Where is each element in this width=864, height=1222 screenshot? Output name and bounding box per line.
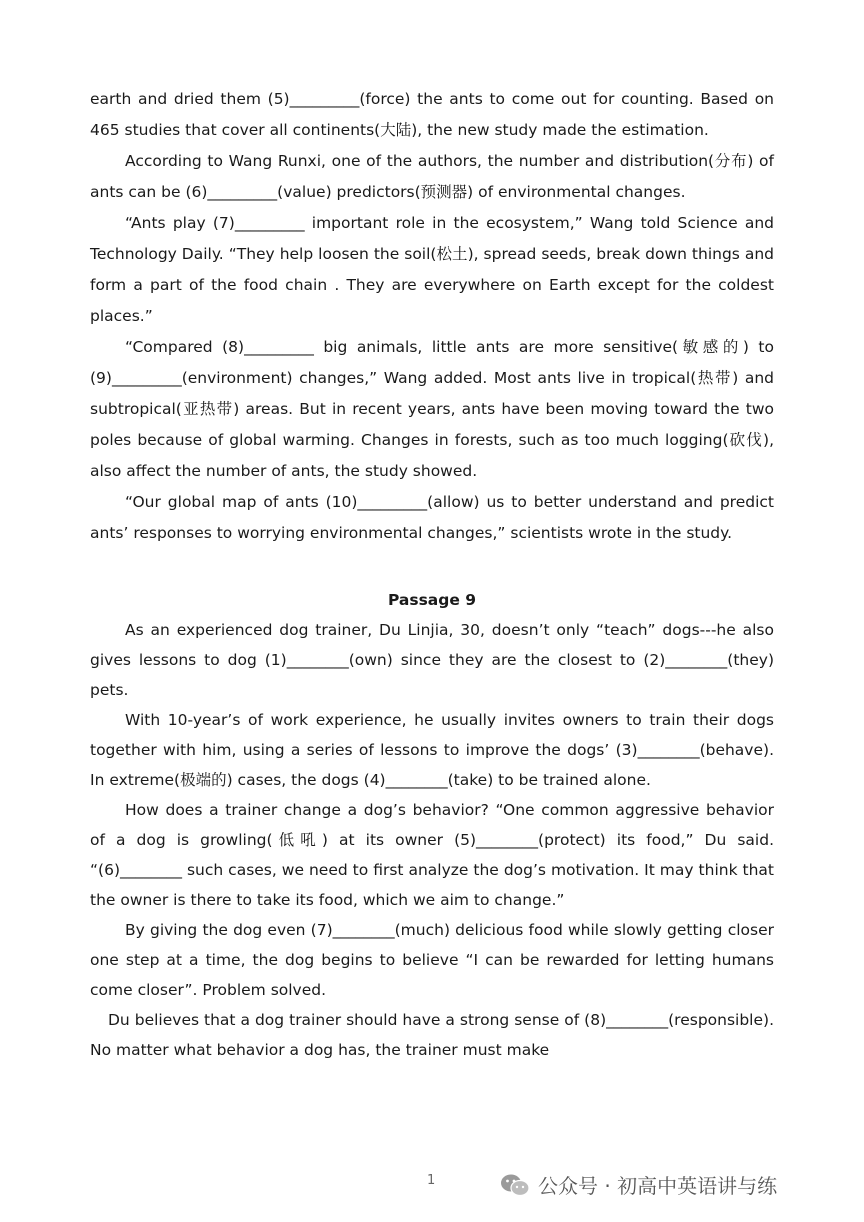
document-page (90, 84, 774, 1065)
passage-title: Passage 9 (387, 591, 477, 609)
paragraph-wang-runxi: According to Wang Runxi, one of the authors, the number and distribution(分布) of ants can be (6)_________(value) predictors(预测器) of environmental changes. (90, 152, 774, 201)
wechat-icon (500, 1172, 530, 1198)
paragraph-change-behavior: How does a trainer change a dog’s behavior? “One common aggressive behavior of a dog is growling(低吼) at its owner (5)________(protect) its food,” Du said. “(6)________ such cases, we need to first analyze the dog’s motivation. It may think that the owner is there to take its food, which we aim to change.” (90, 801, 774, 909)
watermark-text: 公众号 · 初高中英语讲与练 (538, 1174, 778, 1198)
paragraph-du-believes: Du believes that a dog trainer should have a strong sense of (8)________(responsible). No matter what behavior a dog has, the trainer must make (90, 1011, 774, 1059)
watermark (500, 1170, 777, 1199)
paragraph-giving-food: By giving the dog even (7)________(much) delicious food while slowly getting closer one step at a time, the dog begins to believe “I can be rewarded for letting humans come closer”. Problem solved. (90, 921, 774, 999)
paragraph-dog-trainer-intro: As an experienced dog trainer, Du Linjia, 30, doesn’t only “teach” dogs---he also gives lessons to dog (1)________(own) since they are the closest to (2)________(they) pets. (90, 621, 774, 699)
paragraph-work-experience: With 10-year’s of work experience, he usually invites owners to train their dogs together with him, using a series of lessons to improve the dogs’ (3)________(behave). In extreme(极端的) cases, the dogs (4)________(take) to be trained alone. (90, 711, 774, 789)
paragraph-compared: “Compared (8)_________ big animals, little ants are more sensitive(敏感的) to (9)_________(environment) changes,” Wang added. Most ants live in tropical(热带) and subtropical(亚热带) areas. But in recent years, ants have been moving toward the two poles because of global warming. Changes in forests, such as too much logging(砍伐), also affect the number of ants, the study showed. (90, 338, 774, 480)
page-number: 1 (427, 1173, 436, 1188)
paragraph-ants-play: “Ants play (7)_________ important role in the ecosystem,” Wang told Science and Technology Daily. “They help loosen the soil(松土), spread seeds, break down things and form a part of the food chain . They are everywhere on Earth except for the coldest places.” (90, 214, 774, 325)
paragraph-global-map: “Our global map of ants (10)_________(allow) us to better understand and predict ants’ responses to worrying environmental changes,” scientists wrote in the study. (90, 493, 774, 542)
paragraph-continuation: earth and dried them (5)_________(force) the ants to come out for counting. Based on 465 studies that cover all continents(大陆), the new study made the estimation. (90, 90, 774, 139)
passage-9-section (90, 585, 774, 1065)
